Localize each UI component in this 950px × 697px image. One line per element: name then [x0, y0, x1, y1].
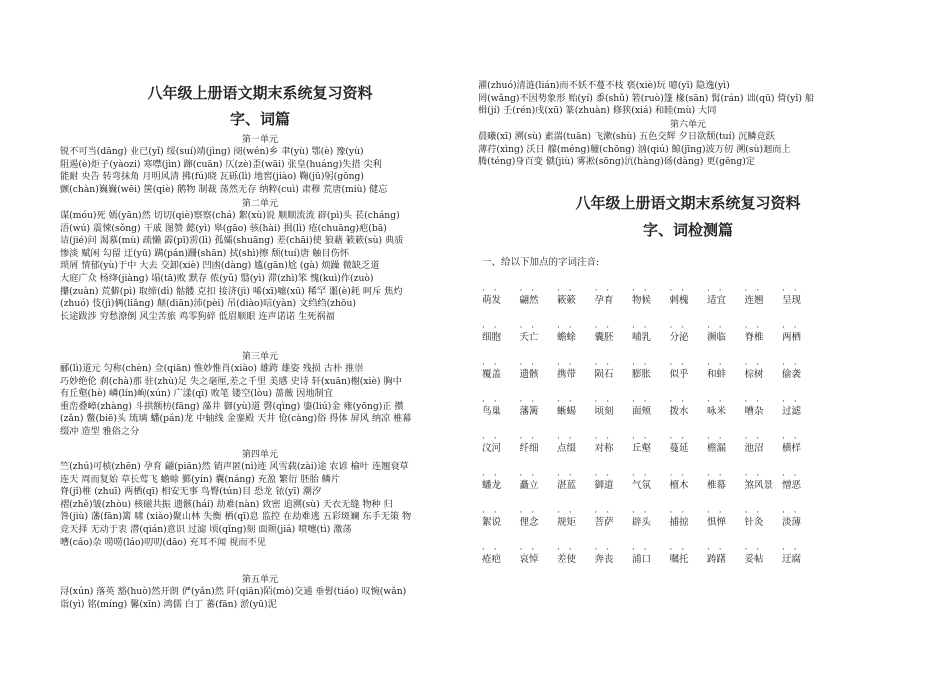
emphasis-dot-icon: · ·: [594, 508, 613, 518]
quiz-word: 连翘 · ·: [744, 286, 764, 306]
emphasis-dot-icon: · ·: [744, 360, 763, 370]
unit-5-continued-text: [478, 80, 898, 118]
quiz-word: 蟠龙 · ·: [482, 471, 502, 491]
emphasis-dot-icon: · ·: [482, 397, 500, 407]
quiz-word: 顷刻 · ·: [594, 397, 614, 417]
emphasis-dot-icon: · ·: [744, 323, 763, 333]
emphasis-dot-icon: · ·: [782, 286, 800, 296]
emphasis-dot-icon: · ·: [557, 286, 575, 296]
emphasis-dot-icon: · ·: [557, 545, 575, 555]
quiz-word: 差使 · ·: [557, 545, 577, 565]
unit-2: [60, 199, 460, 323]
text-line: 巧妙绝伦 刹(chà)那 驻(zhù)足 失之毫厘,差之千里 美感 史诗 轩(xuān)榭(xiè) 胸中: [60, 375, 402, 387]
quiz-word: 椎幕 · ·: [707, 471, 727, 491]
quiz-word: 两栖 · ·: [782, 323, 802, 343]
emphasis-dot-icon: · ·: [669, 508, 688, 518]
emphasis-dot-icon: · ·: [557, 471, 575, 481]
emphasis-dot-icon: · ·: [632, 471, 650, 481]
emphasis-dot-icon: · ·: [744, 471, 763, 481]
unit-5: [60, 575, 460, 611]
text-line: 浔(xún) 落英 豁(huò)然开朗 俨(yǎn)然 阡(qiān)陌(mò)交通 垂髫(tiáo) 叹惋(wǎn): [60, 586, 407, 597]
quiz-word: 俚念 · ·: [519, 508, 539, 528]
text-line: 锐不可当(dāng) 业已(yǐ) 绥(suí)靖(jìng) 阌(wén)乡 聿(yù) 鄂(è) 豫(yù): [60, 146, 364, 157]
unit-heading: 第五单元: [241, 575, 278, 585]
quiz-word: 矗立 · ·: [519, 471, 539, 491]
quiz-word: 囊胚 · ·: [594, 323, 614, 343]
text-line: 竺(zhú)可桢(zhēn) 孕育 翩(piān)然 销声匿(nì)迹 风雪载(zài)途 农谚 榆叶 连翘衰草: [60, 461, 409, 472]
quiz-word: 汶河 · ·: [482, 434, 502, 454]
quiz-word: 陨石 · ·: [594, 360, 614, 380]
unit-3: [60, 352, 460, 439]
emphasis-dot-icon: · ·: [707, 434, 725, 444]
quiz-word: 丘壑 · ·: [632, 434, 652, 454]
quiz-word: 拨水 · ·: [669, 397, 689, 417]
emphasis-dot-icon: · ·: [519, 397, 538, 407]
emphasis-dot-icon: · ·: [707, 397, 725, 407]
text-line: 大庭广众 杨绛(jiàng) 塌(tā)败 默存 侬(yǔ) 翳(yì) 滞(zhì)笨 愧(kuì)作(zuò): [60, 272, 374, 284]
emphasis-dot-icon: · ·: [707, 508, 725, 518]
emphasis-dot-icon: · ·: [519, 360, 538, 370]
emphasis-dot-icon: · ·: [519, 434, 538, 444]
emphasis-dot-icon: · ·: [519, 471, 538, 481]
text-line: 咎(jiù) 藩(fān)篱 啸 (xiào)聚山林 失衡 栖(qī)息 监控 在劫难逃 五彩斑斓 东手无策 物: [60, 511, 412, 523]
emphasis-dot-icon: · ·: [782, 508, 800, 518]
emphasis-dot-icon: · ·: [669, 397, 688, 407]
text-line: 颤(chàn)巍巍(wēi) 箧(qiè) 鹅物 制裁 荡然无存 纳粹(cuì) 肃穆 荒唐(miù) 健忘: [60, 183, 388, 195]
emphasis-dot-icon: · ·: [557, 397, 575, 407]
quiz-word: 檀木 · ·: [669, 471, 689, 491]
quiz-word: 嘱托 · ·: [669, 545, 689, 565]
emphasis-dot-icon: · ·: [594, 471, 613, 481]
quiz-word: 疮疤 · ·: [482, 545, 502, 565]
quiz-word: 萌发 · ·: [482, 286, 502, 306]
quiz-word: 妥帖 · ·: [744, 545, 764, 565]
emphasis-dot-icon: · ·: [482, 286, 500, 296]
emphasis-dot-icon: · ·: [632, 434, 650, 444]
unit-heading: 第三单元: [241, 352, 278, 362]
quiz-word: 菩萨 · ·: [594, 508, 614, 528]
quiz-word: 哀悼 · ·: [519, 545, 539, 565]
emphasis-dot-icon: · ·: [744, 508, 763, 518]
quiz-word: 淡薄 · ·: [782, 508, 802, 528]
text-line: 能耐 央告 转弯抹角 月明风清 拂(fú)晓 瓦砾(lì) 地窖(jiào) 鞠(jū)躬(gōng): [60, 171, 365, 183]
quiz-title: 八年级上册语文期末系统复习资料: [575, 194, 801, 212]
emphasis-dot-icon: · ·: [519, 323, 538, 333]
quiz-word: 物候 · ·: [632, 286, 652, 306]
quiz-row: [482, 270, 892, 307]
emphasis-dot-icon: · ·: [782, 397, 800, 407]
quiz-row: [482, 418, 892, 455]
quiz-word: 覆盖 · ·: [482, 360, 502, 380]
emphasis-dot-icon: · ·: [632, 323, 650, 333]
quiz-word: 湛蓝 · ·: [557, 471, 577, 491]
text-line: 诣(yì) 铭(míng) 馨(xīn) 鸿儒 白丁 蕃(fān) 淤(yū)泥: [60, 598, 277, 610]
review-subtitle: 字、词篇: [229, 110, 290, 128]
text-line: 脊(jǐ)椎 (zhuī) 两栖(qī) 相安无事 鸟臀(tún)目 恐龙 铱(yī) 潮汐: [60, 486, 322, 498]
unit-4: [60, 450, 460, 549]
text-line: 晨曦(xī) 溯(sù) 素湍(tuān) 飞漱(shù) 五色交辉 夕日欲颓(tuí) 沉鳞竞跃: [478, 131, 775, 142]
emphasis-dot-icon: · ·: [744, 286, 763, 296]
unit-6-text: [478, 131, 898, 169]
emphasis-dot-icon: · ·: [594, 434, 613, 444]
quiz-word: 针灸 · ·: [744, 508, 764, 528]
text-line: 褶(zhě)皱(zhòu) 核磁共振 遗骸(hái) 劫难(nàn) 致密 追溯(sù) 天衣无缝 物种 归: [60, 498, 393, 510]
unit-heading: 第四单元: [241, 450, 278, 460]
quiz-word: 适宜 · ·: [707, 286, 727, 306]
unit-5-continued: [478, 80, 898, 118]
emphasis-dot-icon: · ·: [632, 545, 650, 555]
emphasis-dot-icon: · ·: [669, 323, 688, 333]
quiz-word: 辟头 · ·: [632, 508, 652, 528]
quiz-row: [482, 492, 892, 529]
emphasis-dot-icon: · ·: [594, 360, 613, 370]
emphasis-dot-icon: · ·: [744, 397, 763, 407]
quiz-word: 过滤 · ·: [782, 397, 802, 417]
emphasis-dot-icon: · ·: [707, 545, 725, 555]
quiz-word: 翩然 · ·: [519, 286, 539, 306]
quiz-word: 横样 · ·: [782, 434, 802, 454]
quiz-word: 檐漏 · ·: [707, 434, 727, 454]
text-line: 竞天择 无动于衷 潜(qián)意识 过滤 顷(qǐng)刻 面颊(jiá) 喷嚏(tì) 激荡: [60, 523, 352, 535]
emphasis-dot-icon: · ·: [632, 286, 650, 296]
quiz-word: 点缀 · ·: [557, 434, 577, 454]
emphasis-dot-icon: · ·: [782, 471, 800, 481]
quiz-word: 面颊 · ·: [632, 397, 652, 417]
quiz-word: 细胞 · ·: [482, 323, 502, 343]
emphasis-dot-icon: · ·: [594, 397, 613, 407]
text-line: 重峦叠嶂(zhàng) 斗拱额枋(fāng) 藻井 御(yù)道 磬(qìng) 鎏(liú)金 雍(yōng)正 攒: [60, 400, 404, 412]
text-line: 连天 周而复始 草长莺飞 蟾蜍 鄞(yín) 囊(náng) 充盈 繁衍 胚胎 鳞片: [60, 473, 340, 485]
quiz-subtitle: 字、词检测篇: [642, 221, 733, 239]
emphasis-dot-icon: · ·: [482, 323, 500, 333]
quiz-word: 膨胀 · ·: [632, 360, 652, 380]
unit-6: [478, 120, 898, 169]
text-line: 缀冲 造型 雅俗之分: [60, 425, 140, 437]
quiz-word: 脊椎 · ·: [744, 323, 764, 343]
unit-heading: 第一单元: [241, 135, 278, 145]
emphasis-dot-icon: · ·: [669, 360, 688, 370]
quiz-word: 气氛 · ·: [632, 471, 652, 491]
quiz-word: 规矩 · ·: [557, 508, 577, 528]
text-line: 薄荇(xìng) 沃日 艨(méng)艟(chōng) 汹(qiú) 鲸(jīng)波万仞 溯(sù)迴而上: [478, 143, 791, 155]
quiz-word: 惧惮 · ·: [707, 508, 727, 528]
emphasis-dot-icon: · ·: [519, 508, 538, 518]
emphasis-dot-icon: · ·: [632, 397, 650, 407]
quiz-word: 遗骸 · ·: [519, 360, 539, 380]
text-line: 罔(wǎng)不因势象形 贻(yí) 黍(shǔ) 箬(ruò)篷 椽(sān) 髯(rán) 诎(qū) 倚(yǐ) 船: [478, 92, 815, 104]
unit-heading: 第二单元: [241, 199, 278, 209]
quiz-word: 和蚌 · ·: [707, 360, 727, 380]
quiz-word: 蟾蜍 · ·: [557, 323, 577, 343]
emphasis-dot-icon: · ·: [594, 323, 613, 333]
quiz-word: 御道 · ·: [594, 471, 614, 491]
quiz-word: 捕掠 · ·: [669, 508, 689, 528]
text-line: 郦(lì)道元 匀称(chèn) 佥(qiān) 惟妙惟肖(xiào) 雄跨 雄姿 残损 古朴 推崇: [60, 363, 364, 374]
emphasis-dot-icon: · ·: [594, 545, 613, 555]
quiz-word: 踌躇 · ·: [707, 545, 727, 565]
emphasis-dot-icon: · ·: [669, 434, 688, 444]
quiz-word: 蔓延 · ·: [669, 434, 689, 454]
unit-1: [60, 135, 460, 196]
text-line: 长途跋涉 穷愁潦倒 风尘苦旅 鸡零狗碎 低眉顺眼 连声诺诺 生死祸福: [60, 310, 335, 322]
text-line: 嘈(cáo)杂 唠唠(láo)叨叨(dāo) 充耳不闻 视而不见: [60, 536, 266, 548]
emphasis-dot-icon: · ·: [557, 323, 575, 333]
emphasis-dot-icon: · ·: [557, 360, 575, 370]
quiz-word: 奔丧 · ·: [594, 545, 614, 565]
text-line: (zhuó) 伎(jì)俩(liǎng) 颠(diān)沛(pèi) 吊(diào)唁(yàn) 文绉绉(zhōu): [60, 298, 356, 310]
emphasis-dot-icon: · ·: [482, 471, 500, 481]
emphasis-dot-icon: · ·: [482, 434, 500, 444]
quiz-word: 纤细 · ·: [519, 434, 539, 454]
quiz-word: 嘈杂 · ·: [744, 397, 764, 417]
emphasis-dot-icon: · ·: [519, 286, 538, 296]
text-line: 谋(móu)死 嫣(yān)然 切切(qiè)察察(chá) 絮(xù)说 顺顺流流 辟(pì)头 苌(cháng): [60, 210, 400, 221]
emphasis-dot-icon: · ·: [782, 434, 800, 444]
emphasis-dot-icon: · ·: [744, 434, 763, 444]
emphasis-dot-icon: · ·: [669, 286, 688, 296]
quiz-row: [482, 381, 892, 418]
quiz-word: 似乎 · ·: [669, 360, 689, 380]
quiz-row: [482, 455, 892, 492]
quiz-row: [482, 344, 892, 381]
quiz-word: 呈现 · ·: [782, 286, 802, 306]
emphasis-dot-icon: · ·: [482, 545, 500, 555]
emphasis-dot-icon: · ·: [707, 286, 725, 296]
quiz-row: [482, 307, 892, 344]
unit-4-text: [60, 461, 460, 549]
quiz-word-grid: [482, 270, 892, 566]
emphasis-dot-icon: · ·: [744, 545, 763, 555]
unit-3-text: [60, 363, 460, 439]
text-line: 攥(zuàn) 荒僻(pì) 取缔(dì) 骷髅 克扣 接济(jì) 唏(xī)嘘(xū) 稀罕 噩(è)耗 呵斥 焦灼: [60, 285, 403, 297]
emphasis-dot-icon: · ·: [482, 508, 500, 518]
quiz-word: 簌簌 · ·: [557, 286, 577, 306]
emphasis-dot-icon: · ·: [707, 471, 725, 481]
quiz-word: 夭亡 · ·: [519, 323, 539, 343]
text-line: 濯(zhuó)清涟(lián)而不妖不蔓不枝 亵(xiè)玩 噫(yī) 隐逸(yì): [478, 80, 730, 91]
quiz-word: 偷袭 · ·: [782, 360, 802, 380]
quiz-word: 鸟巢 · ·: [482, 397, 502, 417]
emphasis-dot-icon: · ·: [482, 360, 500, 370]
quiz-word: 孕育 · ·: [594, 286, 614, 306]
quiz-word: 池沼 · ·: [744, 434, 764, 454]
emphasis-dot-icon: · ·: [782, 323, 800, 333]
quiz-word: 絮说 · ·: [482, 508, 502, 528]
unit-1-text: [60, 146, 460, 196]
quiz-word: 咏米 · ·: [707, 397, 727, 417]
text-line: 楫(jí) 壬(rén)戌(xū) 篆(zhuàn) 修狭(xiá) 和睦(mù) 大同: [478, 105, 717, 117]
quiz-word: 憎恶 · ·: [782, 471, 802, 491]
quiz-word: 浦口 · ·: [632, 545, 652, 565]
quiz-word: 藩篱 · ·: [519, 397, 539, 417]
text-line: 有丘壑(hè) 嶙(lín)峋(xún) 广漾(qī) 败笔 镂空(lòu) 蔷薇 因地制宜: [60, 388, 333, 400]
text-line: 浯(wú) 震悚(sǒng) 干戚 图赞 懿(yì) 皋(gāo) 骇(hài) 揖(lì) 疮(chuāng)疤(bā): [60, 222, 387, 234]
quiz-instruction: 一、给以下加点的字词注音:: [482, 257, 600, 268]
text-line: 琐屑 情郁(yù)于中 大去 交卸(xiè) 凹凼(dàng) 尴(gān)尬 (gà) 烦躁 微缺乏道: [60, 260, 380, 272]
quiz-word: 濒临 · ·: [707, 323, 727, 343]
text-line: 诘(jié)问 渴慕(mù) 疏懒 霹(pī)雳(lì) 孤孀(shuāng) 差(chāi)使 狼藉 簌簌(sù) 典质: [60, 235, 404, 247]
text-line: 腾(téng)身百变 僦(jiù) 雾凇(sōng)沆(hàng)砀(dàng) 更(gēng)定: [478, 156, 755, 168]
unit-5-text: [60, 586, 460, 611]
text-line: 阻遏(è)炬子(yàozi) 寒噤(jìn) 蹿(cuān) 仄(zè)歪(wāi) 张皇(huáng)失措 尖利: [60, 158, 382, 170]
emphasis-dot-icon: · ·: [707, 323, 725, 333]
emphasis-dot-icon: · ·: [782, 545, 800, 555]
quiz-word: 哺乳 · ·: [632, 323, 652, 343]
emphasis-dot-icon: · ·: [557, 508, 575, 518]
text-line: 惨淡 赋闲 勾留 迂(yū) 蹒(pán)跚(shān) 拭(shì)擦 颓(tuí)唐 触目伤怀: [60, 247, 350, 259]
unit-2-text: [60, 210, 460, 323]
emphasis-dot-icon: · ·: [669, 471, 688, 481]
emphasis-dot-icon: · ·: [669, 545, 688, 555]
quiz-word: 剌槐 · ·: [669, 286, 689, 306]
quiz-row: [482, 529, 892, 566]
emphasis-dot-icon: · ·: [707, 360, 725, 370]
emphasis-dot-icon: · ·: [594, 286, 613, 296]
emphasis-dot-icon: · ·: [632, 508, 650, 518]
emphasis-dot-icon: · ·: [632, 360, 650, 370]
quiz-word: 分泌 · ·: [669, 323, 689, 343]
emphasis-dot-icon: · ·: [782, 360, 800, 370]
quiz-word: 蜥蜴 · ·: [557, 397, 577, 417]
unit-heading: 第六单元: [669, 120, 706, 130]
quiz-word: 迂腐 · ·: [782, 545, 802, 565]
emphasis-dot-icon: · ·: [519, 545, 538, 555]
quiz-word: 棕树 · ·: [744, 360, 764, 380]
text-line: (zǎn) 鳖(biē)头 琉璃 蟠(pán)龙 中轴线 金銮殿 天井 伧(càng)俗 得体 屏风 纳凉 椎幕: [60, 413, 412, 425]
review-title: 八年级上册语文期末系统复习资料: [147, 84, 373, 102]
emphasis-dot-icon: · ·: [557, 434, 575, 444]
quiz-word: 携带 · ·: [557, 360, 577, 380]
quiz-word: 对称 · ·: [594, 434, 614, 454]
quiz-word: 煞风景 · ·: [744, 471, 774, 491]
